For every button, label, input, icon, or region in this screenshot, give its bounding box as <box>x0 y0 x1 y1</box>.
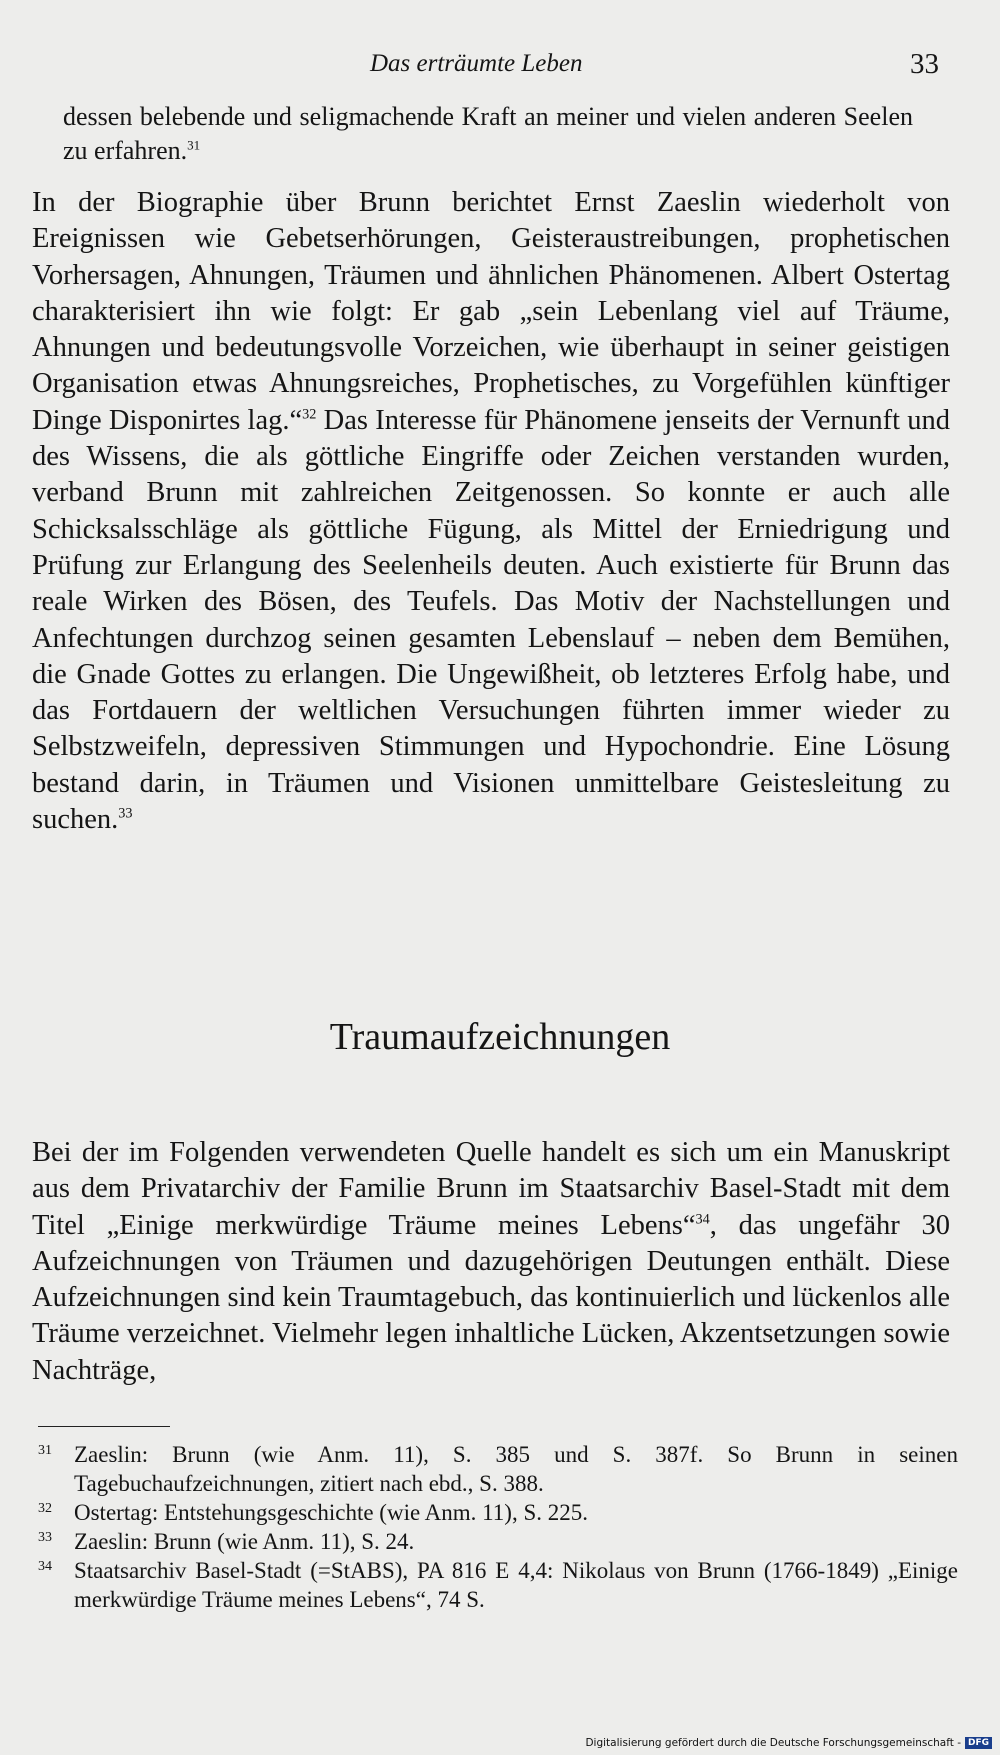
footnote-number: 34 <box>38 1559 52 1574</box>
quote-text: dessen belebende und seligmachende Kraft an meiner und vielen anderen Seelen zu erfahren. <box>63 102 913 165</box>
digitization-credit <box>585 1737 992 1749</box>
paragraph-1-text-a: In der Biographie über Brunn berichtet Ernst Zaeslin wiederholt von Ereignissen wie Gebetserhörungen, Geisteraustreibungen, prophetischen Vorhersagen, Ahnungen, Träumen und ähnlichen Phänomenen. Albert Ostertag charakterisiert ihn wie folgt: Er gab „sein Lebenlang viel auf Träume, Ahnungen und bedeutungsvolle Vorzeichen, wie überhaupt in seiner geistigen Organisation etwas Ahnungsreiches, Prophetisches, zu Vorgefühlen künftiger Dinge Disponirtes lag.“ <box>32 187 950 436</box>
body-paragraph-1 <box>32 185 950 838</box>
running-header-title: Das erträumte Leben <box>370 50 583 77</box>
footnote-text: Zaeslin: Brunn (wie Anm. 11), S. 385 und S. 387f. So Brunn in seinen Tagebuchaufzeichnungen, zitiert nach ebd., S. 388. <box>74 1442 958 1496</box>
footnote-text: Zaeslin: Brunn (wie Anm. 11), S. 24. <box>74 1529 415 1554</box>
footnote-number: 32 <box>38 1501 52 1516</box>
footnote-32 <box>38 1498 958 1527</box>
dfg-logo: DFG <box>965 1737 992 1749</box>
footnote-text: Ostertag: Entstehungsgeschichte (wie Anm. 11), S. 225. <box>74 1500 589 1525</box>
footnote-33 <box>38 1527 958 1556</box>
block-quote <box>63 100 913 168</box>
footnote-text: Staatsarchiv Basel-Stadt (=StABS), PA 816 E 4,4: Nikolaus von Brunn (1766-1849) „Einige merkwürdige Träume meines Lebens“, 74 S. <box>74 1558 958 1612</box>
footnote-ref-33[interactable]: 33 <box>118 805 133 822</box>
footnote-ref-32[interactable]: 32 <box>302 406 317 423</box>
page-number: 33 <box>910 48 939 80</box>
footnote-34 <box>38 1556 958 1614</box>
paragraph-1-text-b: Das Interesse für Phänomene jenseits der Vernunft und des Wissens, die als göttliche Eingriffe oder Zeichen verstanden wurden, verband Brunn mit zahlreichen Zeitgenossen. So konnte er auch alle Schicksalsschläge als göttliche Fügung, als Mittel der Erniedrigung und Prüfung zur Erlangung des Seelenheils deuten. Auch existierte für Brunn das reale Wirken des Bösen, des Teufels. Das Motiv der Nachstellungen und Anfechtungen durchzog seinen gesamten Lebenslauf – neben dem Bemühen, die Gnade Gottes zu erlangen. Die Ungewißheit, ob letzteres Erfolg habe, und das Fortdauern der weltlichen Versuchungen führten immer wieder zu Selbstzweifeln, depressiven Stimmungen und Hypochondrie. Eine Lösung bestand darin, in Träumen und Visionen unmittelbare Geistesleitung zu suchen. <box>32 404 951 836</box>
footnote-divider <box>38 1426 170 1427</box>
body-paragraph-2 <box>32 1135 950 1389</box>
footnote-ref-31[interactable]: 31 <box>187 137 201 153</box>
footnote-ref-34[interactable]: 34 <box>695 1210 710 1227</box>
footnote-number: 31 <box>38 1443 52 1458</box>
credit-text: Digitalisierung gefördert durch die Deutsche Forschungsgemeinschaft - <box>585 1737 961 1749</box>
footnotes <box>38 1440 958 1614</box>
footnote-31 <box>38 1440 958 1498</box>
paragraph-2-text-a: Bei der im Folgenden verwendeten Quelle handelt es sich um ein Manuskript aus dem Privatarchiv der Familie Brunn im Staatsarchiv Basel-Stadt mit dem Titel „Einige merkwürdige Träume meines Lebens“ <box>32 1137 950 1241</box>
section-heading: Traumaufzeichnungen <box>329 1016 671 1058</box>
paragraph-2-text-b: , das ungefähr 30 Aufzeichnungen von Träumen und dazugehörigen Deutungen enthält. Diese Aufzeichnungen sind kein Traumtagebuch, das kontinuierlich und lückenlos alle Träume verzeichnet. Vielmehr legen inhaltliche Lücken, Akzentsetzungen sowie Nachträge, <box>32 1209 950 1386</box>
footnote-number: 33 <box>38 1530 52 1545</box>
